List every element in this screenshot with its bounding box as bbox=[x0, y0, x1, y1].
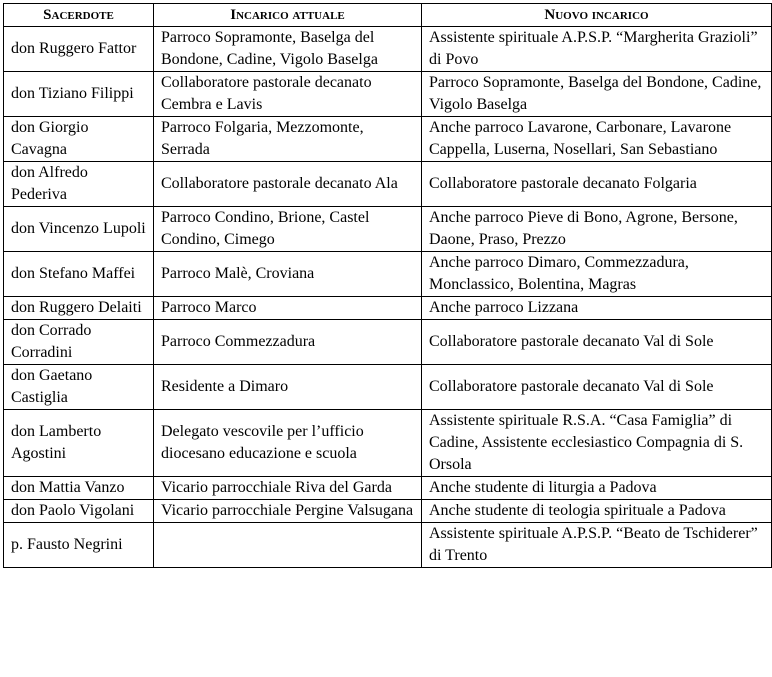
current-assignment-cell: Collaboratore pastorale decanato Ala bbox=[154, 162, 422, 207]
priest-cell: don Vincenzo Lupoli bbox=[4, 207, 154, 252]
new-assignment-cell: Anche parroco Lizzana bbox=[422, 297, 772, 320]
header-row bbox=[4, 4, 772, 27]
new-assignment-cell: Anche studente di teologia spirituale a Padova bbox=[422, 500, 772, 523]
new-assignment-cell: Collaboratore pastorale decanato Val di Sole bbox=[422, 320, 772, 365]
table-row bbox=[4, 523, 772, 568]
table-row bbox=[4, 477, 772, 500]
priest-cell: don Lamberto Agostini bbox=[4, 410, 154, 477]
new-assignment-cell: Collaboratore pastorale decanato Folgaria bbox=[422, 162, 772, 207]
table-row bbox=[4, 252, 772, 297]
priest-cell: don Alfredo Pederiva bbox=[4, 162, 154, 207]
current-assignment-cell bbox=[154, 523, 422, 568]
table-row bbox=[4, 117, 772, 162]
new-assignment-cell: Anche parroco Pieve di Bono, Agrone, Bersone, Daone, Praso, Prezzo bbox=[422, 207, 772, 252]
new-assignment-cell: Parroco Sopramonte, Baselga del Bondone, Cadine, Vigolo Baselga bbox=[422, 72, 772, 117]
table-row bbox=[4, 162, 772, 207]
new-assignment-cell: Assistente spirituale R.S.A. “Casa Famiglia” di Cadine, Assistente ecclesiastico Compagnia di S. Orsola bbox=[422, 410, 772, 477]
new-assignment-cell: Anche parroco Dimaro, Commezzadura, Monclassico, Bolentina, Magras bbox=[422, 252, 772, 297]
assignments-table bbox=[3, 3, 772, 568]
current-assignment-cell: Parroco Commezzadura bbox=[154, 320, 422, 365]
table-row bbox=[4, 320, 772, 365]
table-row bbox=[4, 27, 772, 72]
header-new-assignment: Nuovo incarico bbox=[422, 4, 772, 27]
priest-cell: p. Fausto Negrini bbox=[4, 523, 154, 568]
table-row bbox=[4, 500, 772, 523]
table-body bbox=[4, 27, 772, 568]
table-row bbox=[4, 365, 772, 410]
priest-cell: don Ruggero Fattor bbox=[4, 27, 154, 72]
table-row bbox=[4, 207, 772, 252]
new-assignment-cell: Collaboratore pastorale decanato Val di Sole bbox=[422, 365, 772, 410]
priest-cell: don Gaetano Castiglia bbox=[4, 365, 154, 410]
priest-cell: don Tiziano Filippi bbox=[4, 72, 154, 117]
priest-cell: don Stefano Maffei bbox=[4, 252, 154, 297]
table-header bbox=[4, 4, 772, 27]
new-assignment-cell: Anche parroco Lavarone, Carbonare, Lavarone Cappella, Luserna, Nosellari, San Sebastiano bbox=[422, 117, 772, 162]
current-assignment-cell: Vicario parrocchiale Pergine Valsugana bbox=[154, 500, 422, 523]
current-assignment-cell: Parroco Malè, Croviana bbox=[154, 252, 422, 297]
header-current-assignment: Incarico attuale bbox=[154, 4, 422, 27]
current-assignment-cell: Parroco Marco bbox=[154, 297, 422, 320]
priest-cell: don Paolo Vigolani bbox=[4, 500, 154, 523]
table-row bbox=[4, 72, 772, 117]
current-assignment-cell: Delegato vescovile per l’ufficio diocesano educazione e scuola bbox=[154, 410, 422, 477]
new-assignment-cell: Anche studente di liturgia a Padova bbox=[422, 477, 772, 500]
current-assignment-cell: Parroco Condino, Brione, Castel Condino, Cimego bbox=[154, 207, 422, 252]
priest-cell: don Corrado Corradini bbox=[4, 320, 154, 365]
header-priest: Sacerdote bbox=[4, 4, 154, 27]
current-assignment-cell: Parroco Sopramonte, Baselga del Bondone, Cadine, Vigolo Baselga bbox=[154, 27, 422, 72]
current-assignment-cell: Vicario parrocchiale Riva del Garda bbox=[154, 477, 422, 500]
new-assignment-cell: Assistente spirituale A.P.S.P. “Margherita Grazioli” di Povo bbox=[422, 27, 772, 72]
priest-cell: don Giorgio Cavagna bbox=[4, 117, 154, 162]
table-row bbox=[4, 410, 772, 477]
priest-cell: don Ruggero Delaiti bbox=[4, 297, 154, 320]
current-assignment-cell: Parroco Folgaria, Mezzomonte, Serrada bbox=[154, 117, 422, 162]
priest-cell: don Mattia Vanzo bbox=[4, 477, 154, 500]
table-row bbox=[4, 297, 772, 320]
current-assignment-cell: Residente a Dimaro bbox=[154, 365, 422, 410]
current-assignment-cell: Collaboratore pastorale decanato Cembra e Lavis bbox=[154, 72, 422, 117]
new-assignment-cell: Assistente spirituale A.P.S.P. “Beato de Tschiderer” di Trento bbox=[422, 523, 772, 568]
